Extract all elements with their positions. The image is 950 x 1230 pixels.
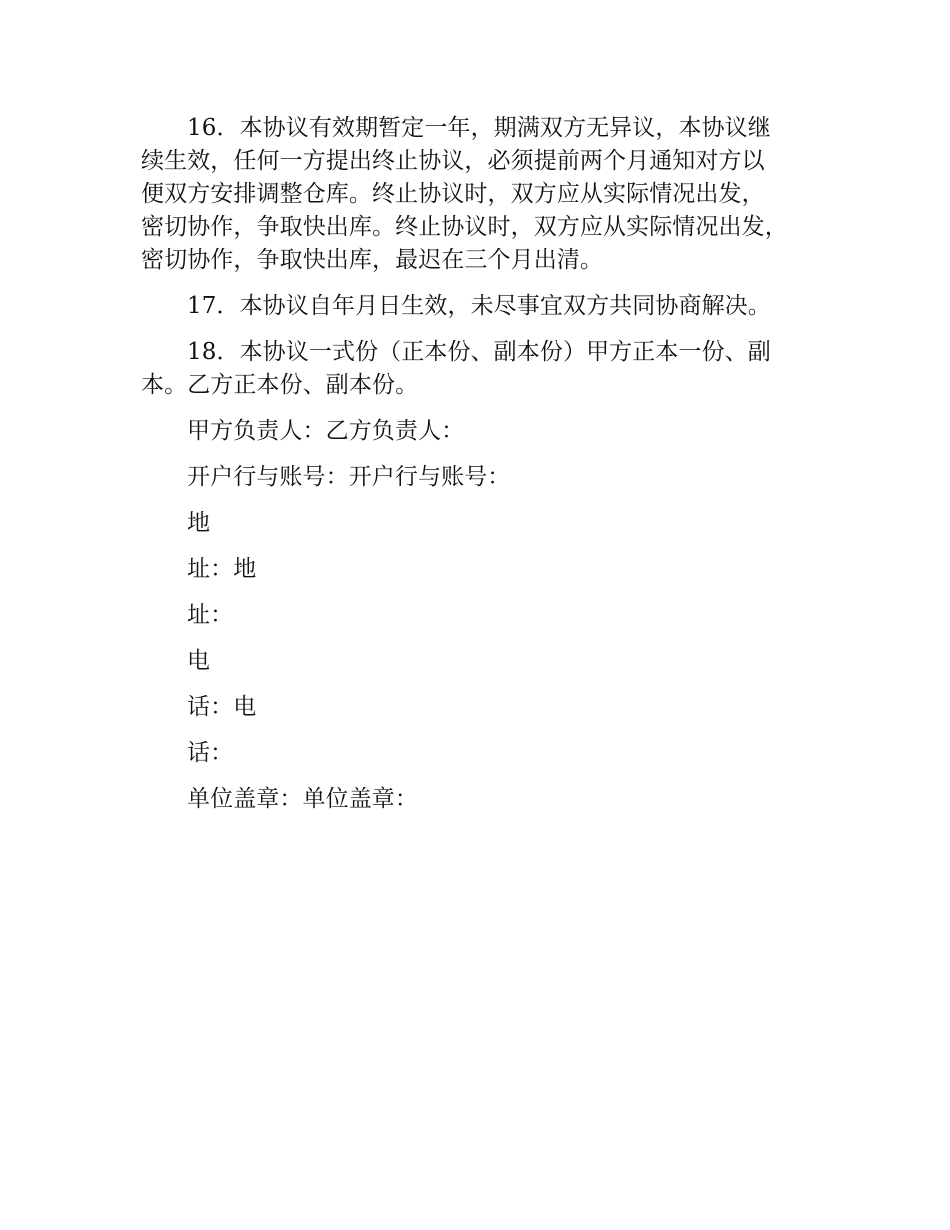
clause-18-line-1: 18．本协议一式份（正本份、副本份）甲方正本一份、副 <box>187 339 771 365</box>
clause-16-line-4: 密切协作，争取快出库。终止协议时，双方应从实际情况出发， <box>141 214 788 240</box>
signature-line-address-1: 地 <box>187 510 211 536</box>
signature-line-phone-1: 电 <box>187 648 211 674</box>
document-content <box>141 112 831 829</box>
clause-16 <box>141 112 831 277</box>
clause-17 <box>141 290 831 323</box>
signature-line-address-2: 址：地 <box>187 556 257 582</box>
clause-18-line-2: 本。乙方正本份、副本份。 <box>141 372 419 398</box>
clause-18 <box>141 336 831 402</box>
signature-line-phone-2: 话：电 <box>187 694 257 720</box>
clause-16-line-5: 密切协作，争取快出库，最迟在三个月出清。 <box>141 247 603 273</box>
signature-line-bank-account: 开户行与账号：开户行与账号： <box>187 464 511 490</box>
clause-16-line-3: 便双方安排调整仓库。终止协议时，双方应从实际情况出发， <box>141 181 765 207</box>
clause-17-line-1: 17．本协议自年月日生效，未尽事宜双方共同协商解决。 <box>187 293 771 319</box>
signature-line-phone-3: 话： <box>187 740 234 766</box>
signature-line-responsible: 甲方负责人：乙方负责人： <box>187 418 465 444</box>
signature-line-address-3: 址： <box>187 602 234 628</box>
signature-line-seal: 单位盖章：单位盖章： <box>187 786 418 812</box>
clause-16-line-2: 续生效，任何一方提出终止协议，必须提前两个月通知对方以 <box>141 148 765 174</box>
clause-16-line-1: 16．本协议有效期暂定一年，期满双方无异议，本协议继 <box>187 115 771 141</box>
